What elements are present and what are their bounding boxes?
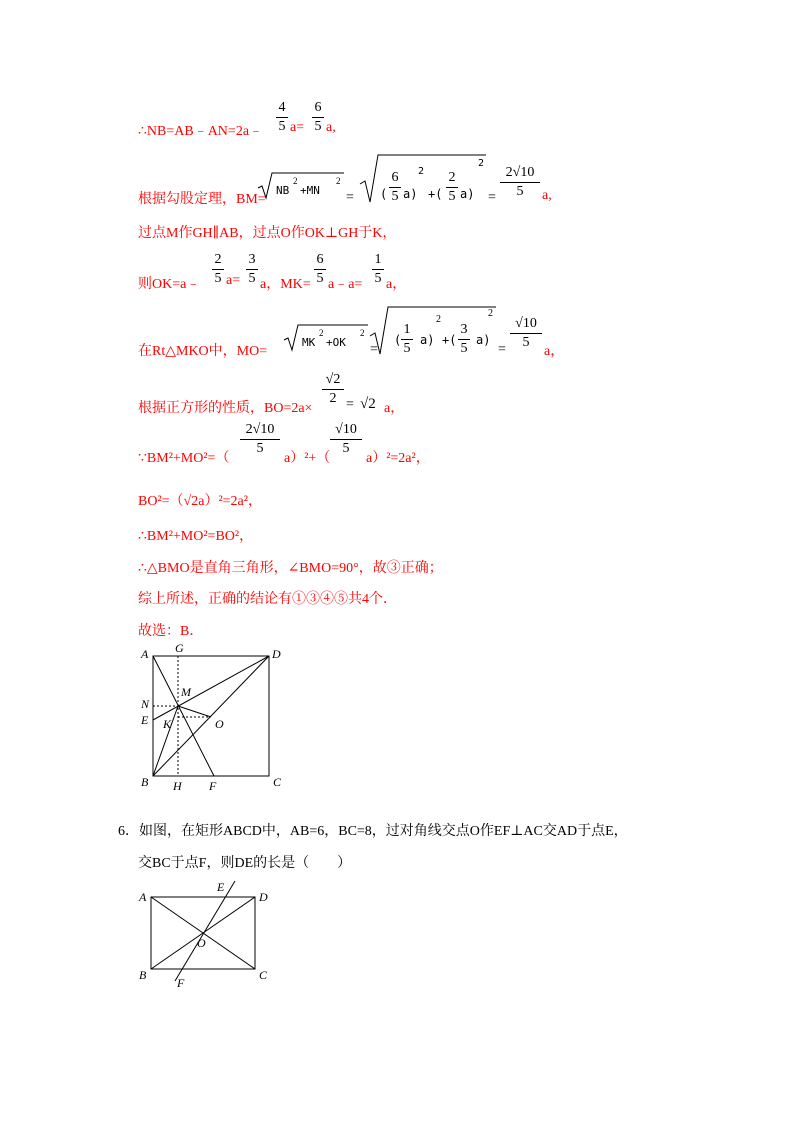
fraction-2sqrt10-5-b: 2√10 5	[240, 422, 280, 457]
label-k: K	[163, 717, 172, 731]
solution-line-mo: 在Rt△MKO中，MO=	[138, 344, 268, 359]
fraction-3-5-b: 3 5	[458, 322, 470, 357]
solution-line-conclusion: ∴BM²+MO²=BO²，	[138, 529, 254, 544]
fraction-2sqrt10-5: 2√10 5	[500, 165, 540, 200]
label-h: H	[173, 779, 182, 793]
radical-nb-mn	[256, 170, 346, 200]
svg-text:2: 2	[336, 176, 341, 186]
solution-line-right-triangle: ∴△BMO是直角三角形，∠BMO=90°，故③正确；	[138, 561, 443, 576]
svg-text:a): a)	[476, 333, 491, 347]
ok-mid3: a﹣a=	[328, 277, 363, 292]
solution-line-bm: 根据勾股定理，BM=	[138, 192, 266, 207]
svg-text:+OK: +OK	[326, 336, 346, 349]
paren-open-1: (	[380, 187, 388, 201]
sqrt2: √2	[360, 396, 376, 412]
svg-text:2: 2	[319, 328, 324, 338]
label-d: D	[272, 647, 281, 661]
svg-text:+(: +(	[442, 333, 457, 347]
fraction-2-5-b: 2 5	[212, 252, 224, 287]
fraction-4-5: 4 5	[276, 100, 288, 135]
solution-line-nb: ∴NB=AB﹣AN=2a﹣	[138, 124, 264, 139]
ok-mid2: a，MK=	[260, 277, 311, 292]
svg-text:2: 2	[436, 314, 441, 325]
svg-text:2: 2	[488, 308, 493, 319]
fraction-sqrt10-5: √10 5	[510, 316, 542, 351]
fraction-3-5: 3 5	[246, 252, 258, 287]
label-g: G	[175, 641, 184, 655]
figure-square-abcd	[135, 640, 295, 800]
solution-line-bo-squared: BO²=（√2a）²=2a²，	[138, 494, 262, 509]
figure-rectangle-abcd	[135, 875, 275, 995]
label-n: N	[141, 697, 150, 711]
fraction-1-5: 1 5	[372, 252, 384, 287]
fraction-2-5: 2 5	[446, 170, 458, 205]
label-a: A	[141, 647, 149, 661]
svg-text:NB: NB	[276, 184, 290, 197]
fraction-6-5: 6 5	[312, 100, 324, 135]
eq-sign-3: =	[370, 342, 378, 357]
ok-tail: a，	[386, 277, 407, 292]
question-line-1: 6．如图，在矩形ABCD中，AB=6，BC=8，过对角线交点O作EF⊥AC交AD于点E，	[118, 824, 628, 839]
svg-text:+MN: +MN	[300, 184, 320, 197]
svg-text:2: 2	[360, 328, 365, 338]
label-o2: O	[197, 936, 206, 950]
question-line-2: 交BC于点F，则DE的长是（ ）	[138, 856, 352, 871]
radical-big-mo	[368, 304, 498, 359]
label-f2: F	[177, 976, 185, 990]
sup-2-a: 2	[418, 166, 425, 177]
label-a2: A	[139, 890, 147, 904]
svg-text:(: (	[394, 333, 402, 347]
label-e: E	[141, 713, 149, 727]
fraction-sqrt2-2: √2 2	[322, 372, 344, 407]
solution-line-answer: 故选：B．	[138, 624, 204, 639]
label-f: F	[209, 779, 217, 793]
label-b2: B	[139, 968, 147, 982]
solution-line-ok: 则OK=a﹣	[138, 277, 201, 292]
label-b: B	[141, 775, 149, 789]
eq-sign-2: =	[488, 190, 496, 205]
fraction-1-5-b: 1 5	[401, 322, 413, 357]
solution-line-bm-tail: a,	[542, 188, 552, 203]
plus-paren: +(	[428, 187, 443, 201]
solution-line-bm-mo-sum: ∵BM²+MO²=（	[138, 451, 230, 466]
svg-text:a): a)	[420, 333, 435, 347]
solution-line-bo: 根据正方形的性质，BO=2a×	[138, 401, 313, 416]
radical-mk-ok	[282, 322, 370, 352]
solution-line-gh: 过点M作GH∥AB，过点O作OK⊥GH于K，	[138, 226, 397, 241]
sup-2-b: 2	[478, 158, 485, 169]
solution-line-nb-mid: a=	[290, 120, 305, 135]
eq-sign-1: =	[346, 190, 354, 205]
label-m: M	[181, 685, 191, 699]
label-e2: E	[217, 880, 225, 894]
eq-sign-4: =	[498, 342, 506, 357]
solution-line-summary: 综上所述，正确的结论有①③④⑤共4个．	[138, 592, 397, 607]
ok-mid1: a=	[226, 273, 241, 288]
a-paren-2: a)	[460, 187, 475, 201]
fraction-6-5-b: 6 5	[389, 170, 401, 205]
label-c: C	[273, 775, 282, 789]
svg-text:MK: MK	[302, 336, 316, 349]
fraction-6-5-c: 6 5	[314, 252, 326, 287]
fraction-sqrt10-5-b: √10 5	[330, 422, 362, 457]
solution-line-nb-tail: a,	[326, 120, 336, 135]
question-number: 6．	[118, 824, 139, 839]
bo-tail: a，	[384, 401, 405, 416]
a-paren-1: a)	[403, 187, 418, 201]
mo-tail: a，	[544, 344, 565, 359]
sum-tail: a）²=2a²，	[366, 451, 430, 466]
label-d2: D	[259, 890, 268, 904]
svg-text:2: 2	[293, 176, 298, 186]
sum-mid: a）²+（	[284, 451, 331, 466]
label-o: O	[215, 717, 224, 731]
label-c2: C	[259, 968, 268, 982]
eq-sign-5: =	[346, 397, 354, 412]
